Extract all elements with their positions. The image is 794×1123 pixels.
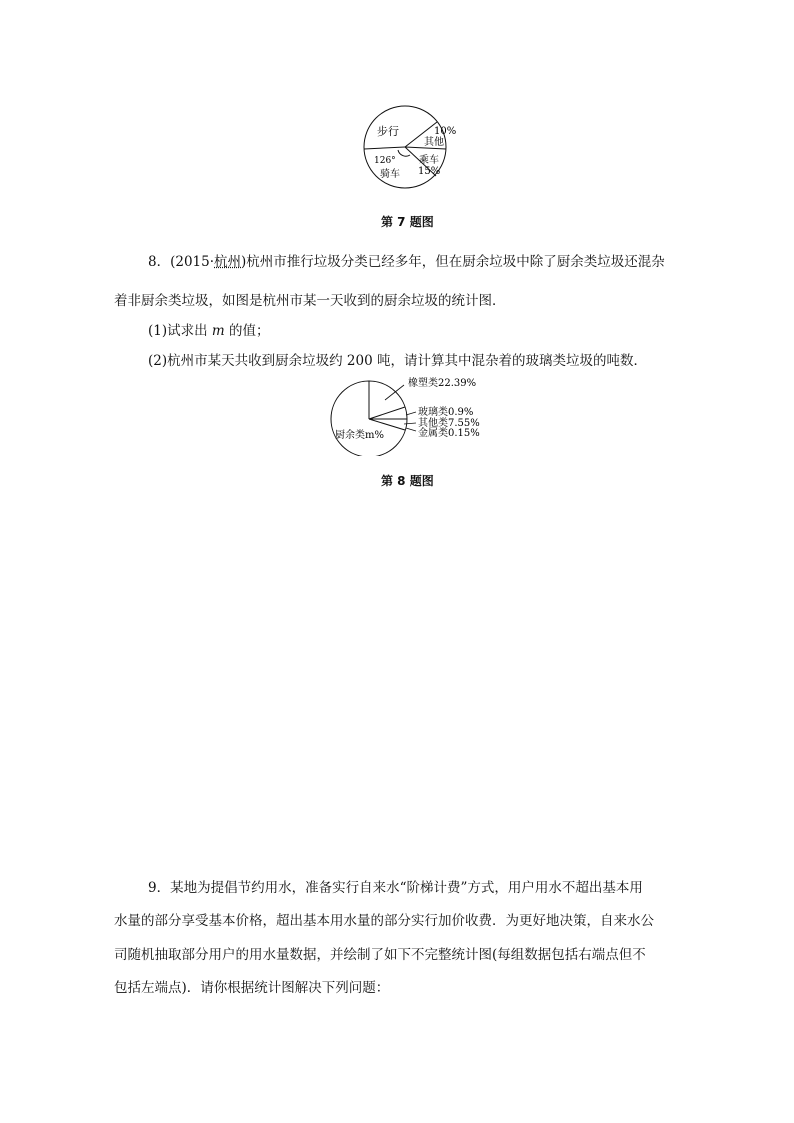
fig7-label-bike: 骑车 [380, 169, 400, 180]
q8-sub1-text-a: (1)试求出 [148, 323, 212, 339]
fig8-label-other: 其他类7.55% [418, 418, 480, 429]
fig7-label-walk: 步行 [377, 125, 399, 138]
fig7-label-angle: 126° [374, 156, 396, 166]
fig8-label-rubber: 橡塑类22.39% [408, 378, 477, 389]
q8-sub1-m: m [211, 323, 225, 339]
fig8-leader-rubber [385, 385, 404, 400]
fig8-leader-metal [406, 428, 416, 431]
fig8-label-metal: 金属类0.15% [418, 428, 480, 439]
q8-line1 [148, 256, 665, 270]
fig8-pie-chart [326, 374, 496, 456]
fig7-divider-left [364, 147, 405, 149]
q8-source-year: (2015· [170, 254, 215, 270]
fig7-pie-chart [360, 104, 460, 190]
fig7-label-other: 其他 [424, 137, 444, 148]
q8-sub2: (2)杭州市某天共收到厨余垃圾约 200 吨，请计算其中混杂着的玻璃类垃圾的吨数． [148, 353, 647, 369]
fig8-divider-rubber [369, 407, 405, 419]
fig7-label-bus-pct: 15% [418, 166, 441, 177]
fig8-leader-glass [406, 412, 416, 415]
fig8-caption: 第 8 题图 [381, 474, 434, 488]
fig8-divider-other [369, 419, 405, 430]
q9-line1: 9．某地为提倡节约用水，准备实行自来水“阶梯计费”方式，用户用水不超出基本用 [148, 880, 643, 896]
q8-line1-text: )杭州市推行垃圾分类已经多年，但在厨余垃圾中除了厨余类垃圾还混杂 [241, 254, 665, 270]
fig7-angle-arc [398, 150, 410, 156]
fig8-leader-other [404, 423, 416, 424]
fig7-label-bus: 乘车 [419, 155, 439, 166]
q9-line2: 水量的部分享受基本价格，超出基本用水量的部分实行加价收费．为更好地决策，自来水公 [114, 913, 654, 929]
q8-sub1 [148, 325, 270, 339]
q9-line4: 包括左端点)．请你根据统计图解决下列问题： [114, 980, 390, 996]
q9-line3: 司随机抽取部分用户的用水量数据，并绘制了如下不完整统计图(每组数据包括右端点但不 [114, 947, 646, 963]
fig7-label-other-pct: 10% [434, 126, 457, 137]
fig7-caption: 第 7 题图 [381, 215, 434, 229]
q8-line2: 着非厨余类垃圾，如图是杭州市某一天收到的厨余垃圾的统计图． [114, 293, 506, 309]
q8-sub1-text-b: 的值； [224, 323, 270, 339]
q8-number: 8． [148, 254, 171, 270]
fig8-label-glass: 玻璃类0.9% [418, 407, 474, 418]
fig8-label-kitchen: 厨余类m% [335, 430, 384, 441]
q8-source-city: 杭州 [214, 254, 242, 270]
